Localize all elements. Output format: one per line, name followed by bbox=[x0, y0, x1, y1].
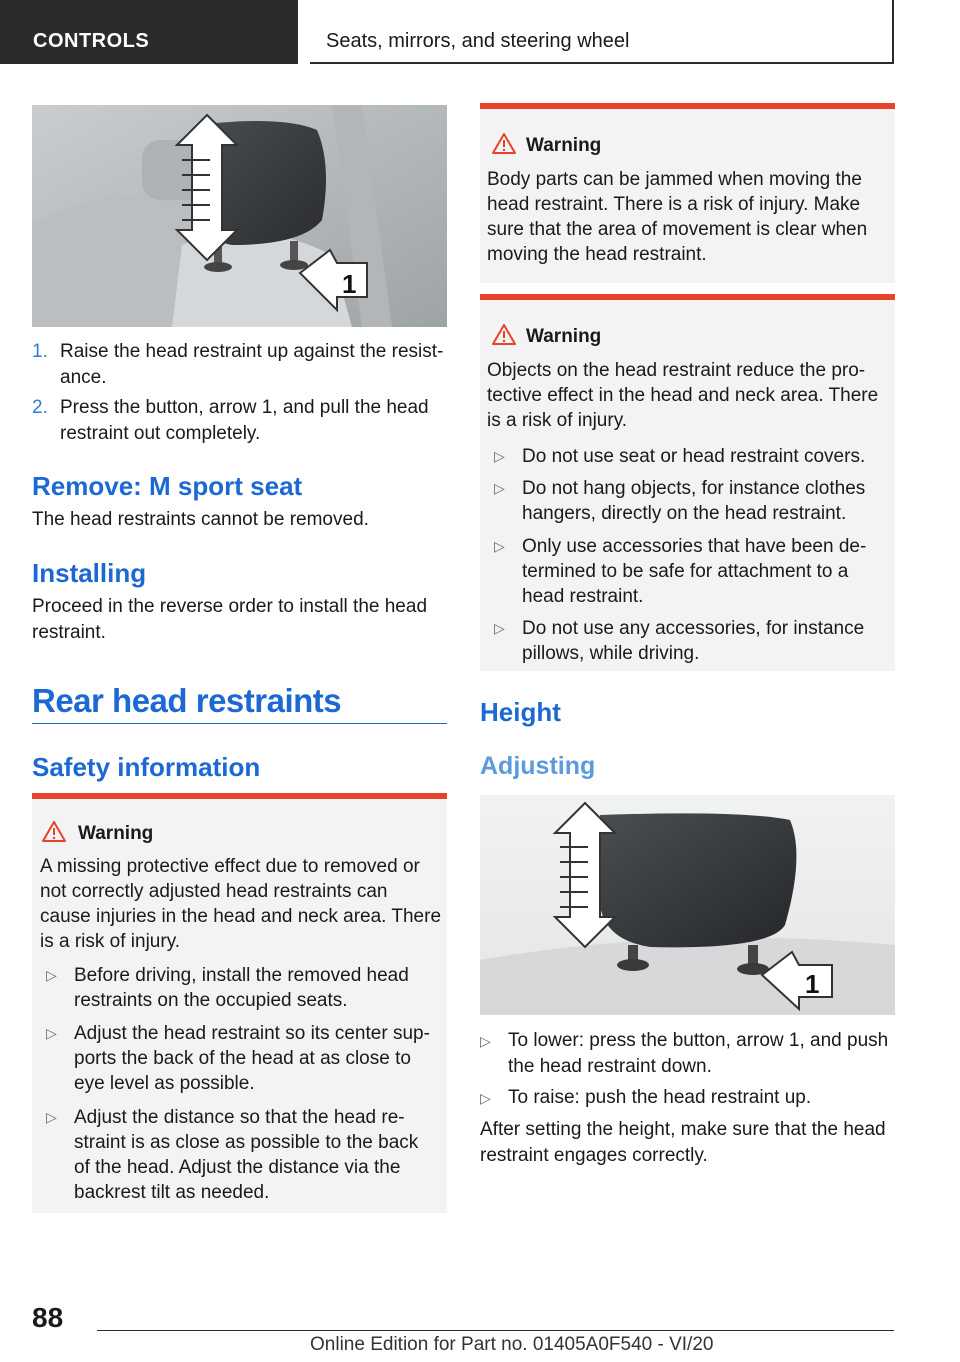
warning-title: Warning bbox=[526, 135, 602, 156]
warning-text: Objects on the head restraint reduce the pro- tective effect in the head and neck area. There is a risk of injury. bbox=[487, 360, 879, 431]
adjusting-heading: Adjusting bbox=[480, 752, 596, 780]
arrow-label: 1 bbox=[805, 969, 820, 999]
footer-rule bbox=[97, 1330, 894, 1331]
front-head-restraint-photo bbox=[32, 105, 447, 327]
after-setting-text: After setting the height, make sure that the head restraint engages correctly. bbox=[480, 1119, 886, 1166]
page-number: 88 bbox=[32, 1302, 64, 1333]
remove-text: The head restraints cannot be removed. bbox=[32, 509, 369, 530]
bullet-arrow-icon: ▷ bbox=[46, 1025, 57, 1041]
installing-text: Proceed in the reverse order to install the head restraint. bbox=[32, 596, 428, 643]
warning-icon bbox=[492, 133, 516, 154]
warning-title: Warning bbox=[78, 823, 154, 844]
edition-text: Online Edition for Part no. 01405A0F540 - VI/20 bbox=[310, 1334, 714, 1355]
section-title: CONTROLS bbox=[33, 30, 150, 52]
rear-head-restraints-heading: Rear head restraints bbox=[32, 682, 342, 719]
step-text: ance. bbox=[60, 367, 107, 388]
warning-text: A missing protective effect due to removed or not correctly adjusted head restraints can cause injuries in the head and neck area. There is a risk of injury. bbox=[40, 856, 442, 952]
bullet-arrow-icon: ▷ bbox=[494, 448, 505, 464]
step-number: 2. bbox=[32, 397, 48, 418]
bullet-arrow-icon: ▷ bbox=[46, 1109, 57, 1125]
warning-text: Body parts can be jammed when moving the head restraint. There is a risk of injury. Make sure that the area of movement is clear when moving the head restraint. bbox=[487, 169, 868, 265]
warning-box-objects: Warning Objects on the head restraint reduce the pro- tective effect in the head and neck area. There is a risk of injury. ▷ Do not use seat or head restraint covers. ▷ Do not hang objects, for instance clothes hangers, directly on the head restraint. ▷ Only use accessories that have been de- termined to be safe for attachment to a head restraint. ▷ Do not use any accessories, for instance pillows, while driving. bbox=[480, 294, 895, 671]
chapter-title: Seats, mirrors, and steering wheel bbox=[326, 30, 630, 52]
warning-icon bbox=[42, 821, 66, 842]
warning-box-jam bbox=[480, 103, 895, 283]
section-tab bbox=[0, 0, 298, 64]
arrow-label: 1 bbox=[342, 269, 357, 299]
warning-title: Warning bbox=[526, 326, 602, 347]
warning-icon bbox=[492, 324, 516, 345]
heading-rule bbox=[32, 723, 447, 724]
step-number: 1. bbox=[32, 341, 48, 362]
bullet-arrow-icon: ▷ bbox=[480, 1033, 491, 1049]
installing-heading: Installing bbox=[32, 558, 147, 588]
bullet-arrow-icon: ▷ bbox=[494, 538, 505, 554]
rear-head-restraint-photo bbox=[480, 795, 895, 1015]
safety-information-heading: Safety information bbox=[32, 752, 261, 782]
bullet-arrow-icon: ▷ bbox=[494, 620, 505, 636]
bullet-arrow-icon: ▷ bbox=[494, 480, 505, 496]
step-text: Raise the head restraint up against the resist- bbox=[60, 341, 444, 362]
warning-box-rear: Warning A missing protective effect due to removed or not correctly adjusted head restraints can cause injuries in the head and neck area. There is a risk of injury. ▷ Before driving, install the removed head restraints on the occupied seats. ▷ Adjust the head restraint so its center sup- ports the back of the head at as close to eye level as possible. ▷ Adjust the distance so that the head re- straint is as close as possible to the back of the head. Adjust the distance via the backrest tilt as needed. bbox=[32, 793, 447, 1213]
step-text: Press the button, arrow 1, and pull the head bbox=[60, 397, 429, 418]
chapter-tab bbox=[310, 0, 894, 64]
height-heading: Height bbox=[480, 697, 561, 727]
step-text: restraint out completely. bbox=[60, 423, 261, 444]
remove-heading: Remove: M sport seat bbox=[32, 471, 303, 501]
bullet-arrow-icon: ▷ bbox=[46, 967, 57, 983]
bullet-arrow-icon: ▷ bbox=[480, 1090, 491, 1106]
